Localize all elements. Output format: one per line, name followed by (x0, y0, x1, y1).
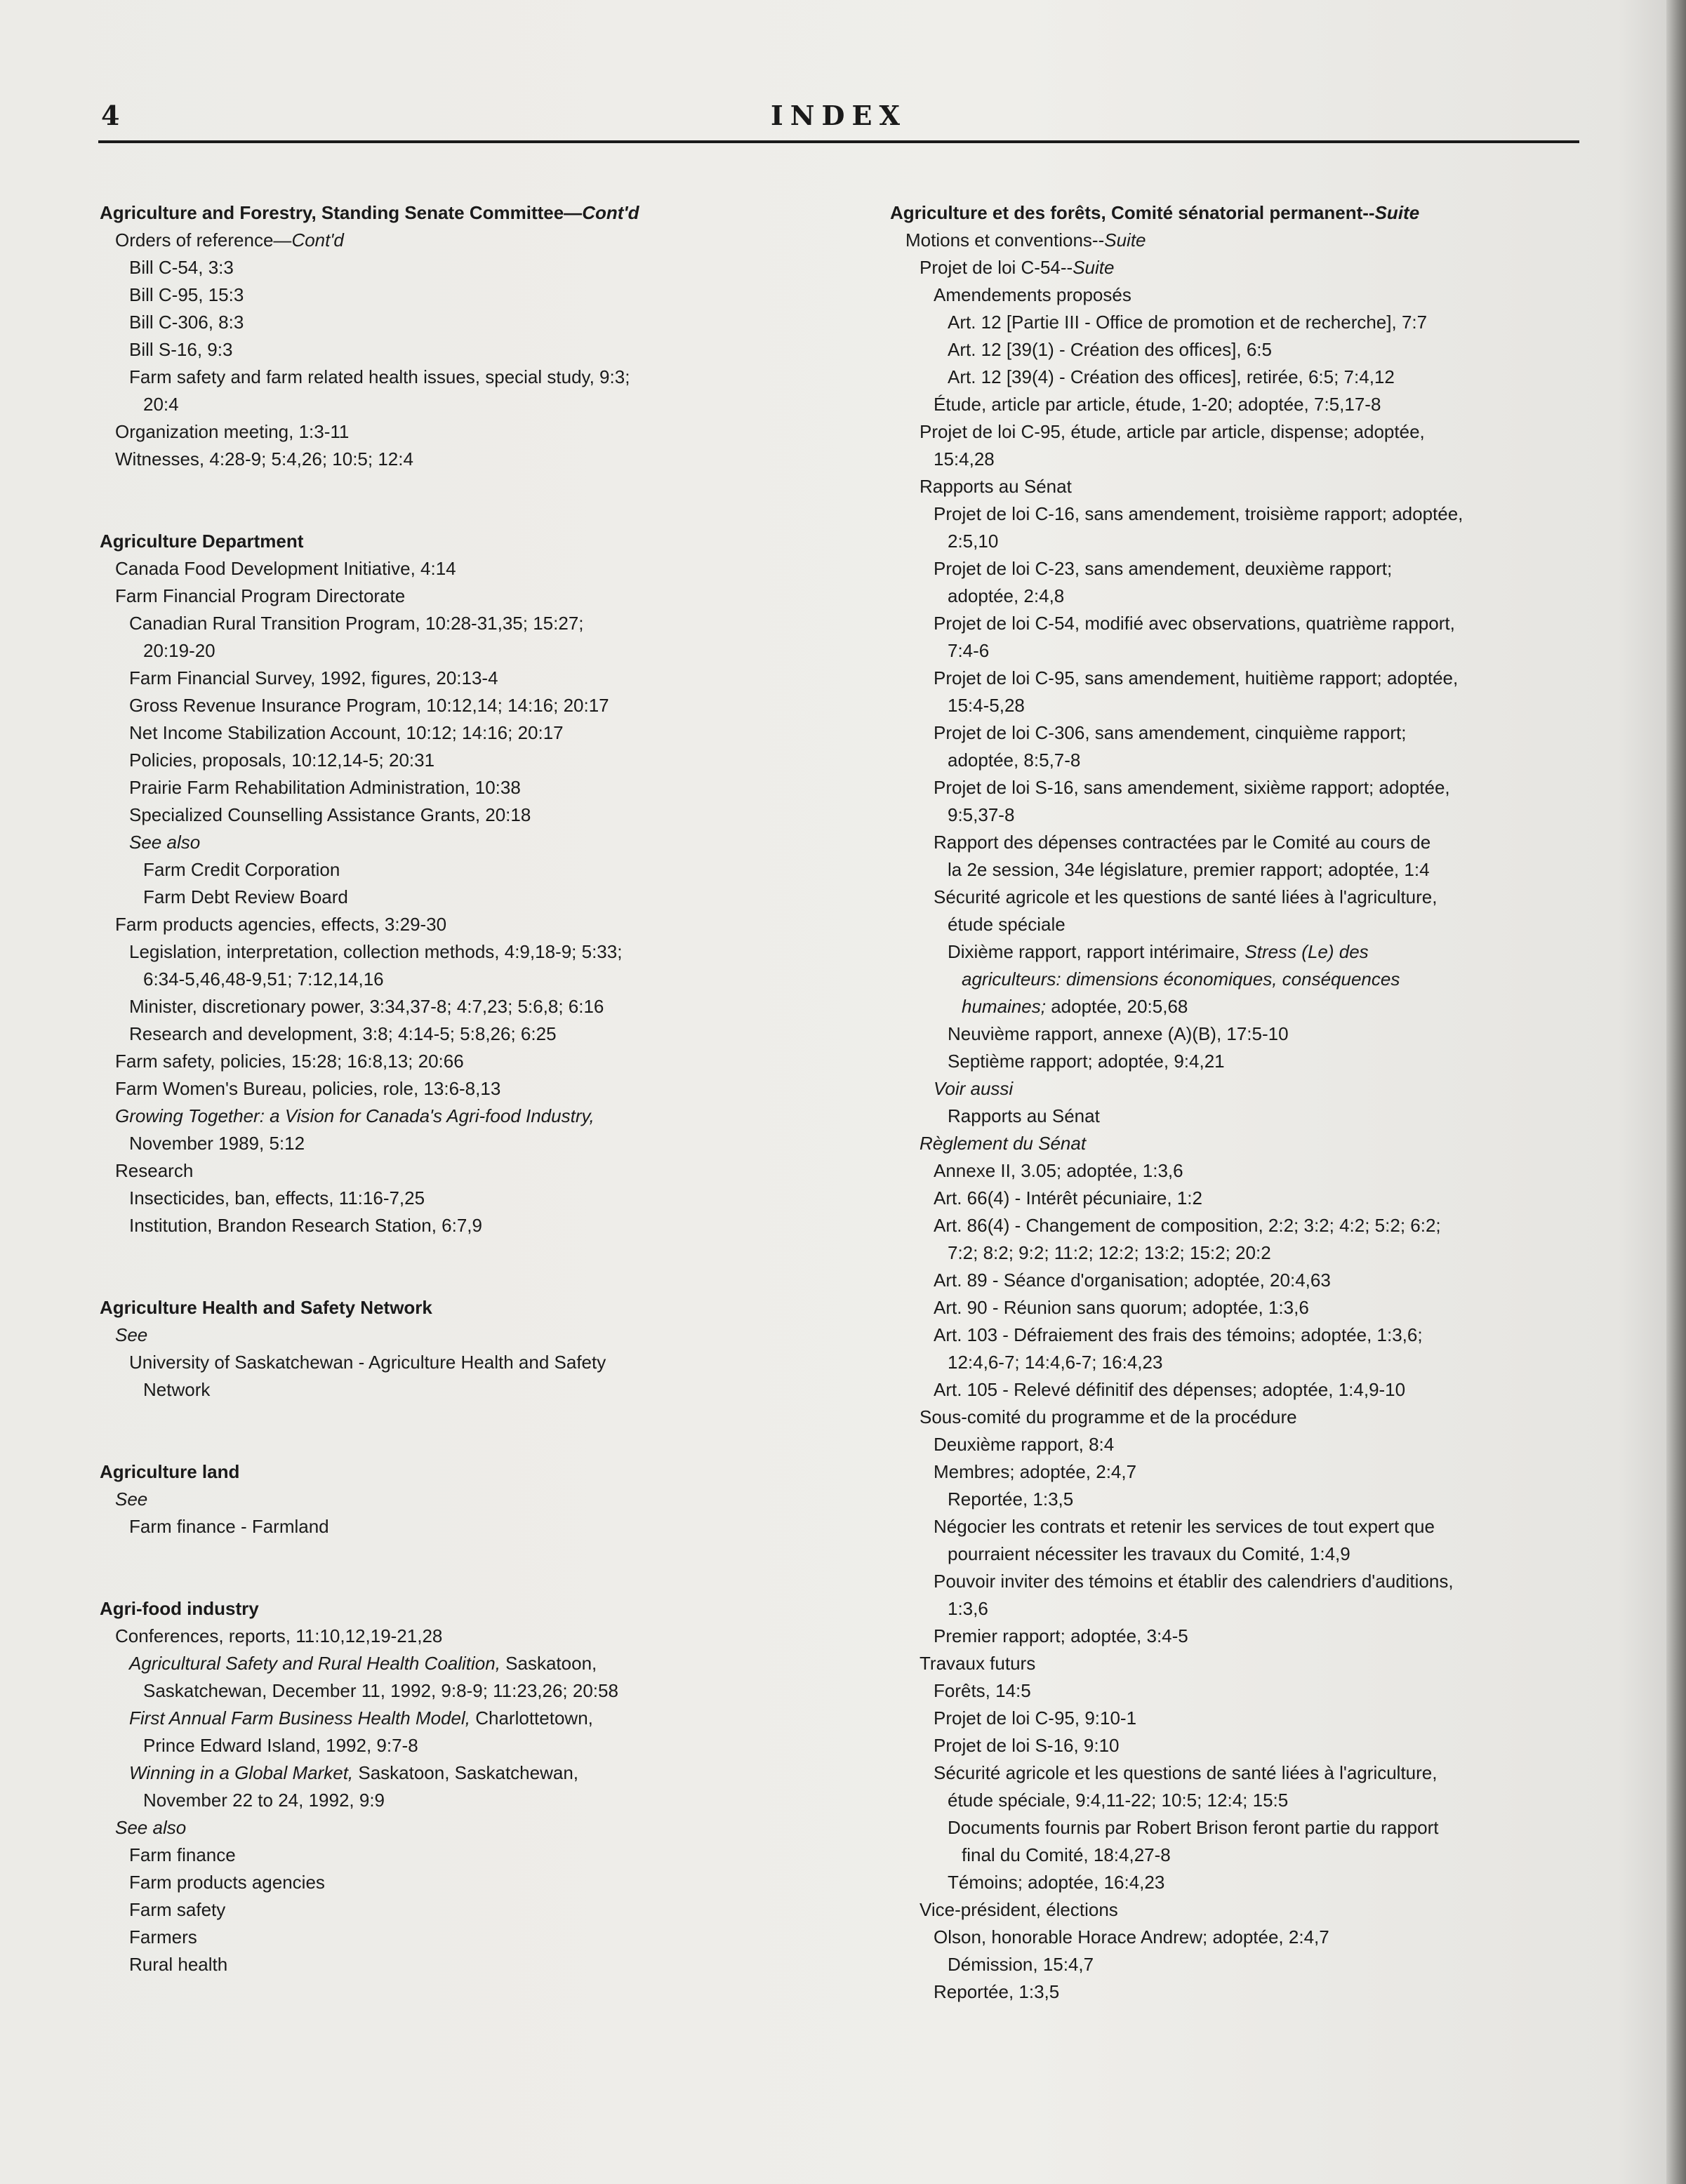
index-text: Conferences, reports, 11:10,12,19-21,28 (115, 1625, 443, 1646)
index-line (890, 528, 1620, 555)
index-text: Art. 86(4) - Changement de composition, 2:2; 3:2; 4:2; 5:2; 6:2; (934, 1215, 1441, 1236)
index-line (890, 1048, 1620, 1075)
index-text: la 2e session, 34e législature, premier rapport; adoptée, 1:4 (948, 859, 1430, 880)
index-line (100, 1787, 809, 1814)
index-line (100, 1486, 809, 1513)
index-line (890, 856, 1620, 884)
index-text: Rapports au Sénat (920, 476, 1072, 497)
index-text: Art. 12 [Partie III - Office de promotion et de recherche], 7:7 (948, 312, 1428, 333)
index-text: Agriculture et des forêts, Comité sénatorial permanent-- (890, 202, 1375, 223)
index-text: Projet de loi S-16, 9:10 (934, 1735, 1120, 1756)
index-text: Projet de loi C-54-- (920, 257, 1073, 278)
index-italic-text: Stress (Le) des (1244, 941, 1369, 962)
index-line (890, 1896, 1620, 1924)
index-italic-text: Growing Together: a Vision for Canada's Agri-food Industry, (115, 1105, 595, 1126)
index-line (890, 1842, 1620, 1869)
index-line (890, 719, 1620, 747)
index-text: Septième rapport; adoptée, 9:4,21 (948, 1051, 1225, 1072)
index-text: Bill C-54, 3:3 (129, 257, 234, 278)
index-line (890, 911, 1620, 938)
index-text: Farm products agencies, effects, 3:29-30 (115, 914, 447, 935)
index-text: Insecticides, ban, effects, 11:16-7,25 (129, 1187, 425, 1208)
index-italic-text: Règlement du Sénat (920, 1133, 1087, 1154)
index-text: Projet de loi S-16, sans amendement, sixième rapport; adoptée, (934, 777, 1450, 798)
index-heading (100, 1595, 809, 1623)
index-line (100, 747, 809, 774)
index-text: Net Income Stabilization Account, 10:12; 14:16; 20:17 (129, 722, 564, 743)
index-line (890, 1103, 1620, 1130)
index-line (100, 1814, 809, 1842)
index-entry (100, 1294, 809, 1404)
index-text: Reportée, 1:3,5 (948, 1489, 1074, 1510)
index-text: Art. 89 - Séance d'organisation; adoptée, 20:4,63 (934, 1270, 1331, 1291)
index-line (890, 747, 1620, 774)
index-text: Farm finance - Farmland (129, 1516, 329, 1537)
index-line (100, 254, 809, 281)
index-line (890, 993, 1620, 1020)
index-line (890, 1321, 1620, 1349)
index-italic-text: Agricultural Safety and Rural Health Coalition, (129, 1653, 500, 1674)
index-line (890, 1951, 1620, 1978)
index-text: Rapport des dépenses contractées par le Comité au cours de (934, 832, 1431, 853)
index-text-suffix: Charlottetown, (470, 1707, 593, 1729)
index-italic-text: Winning in a Global Market, (129, 1762, 354, 1783)
index-text: Motions et conventions-- (905, 229, 1105, 251)
index-entry (100, 1595, 809, 1978)
index-text: étude spéciale, 9:4,11-22; 10:5; 12:4; 15:5 (948, 1790, 1289, 1811)
index-italic-text: See (115, 1489, 148, 1510)
index-text: Prairie Farm Rehabilitation Administration, 10:38 (129, 777, 521, 798)
index-text: 12:4,6-7; 14:4,6-7; 16:4,23 (948, 1352, 1163, 1373)
index-italic-text: Cont'd (291, 229, 344, 251)
index-line (890, 774, 1620, 801)
index-italic-text: Cont'd (582, 202, 639, 223)
index-text: Farm Credit Corporation (143, 859, 340, 880)
index-line (890, 1075, 1620, 1103)
index-line (890, 1924, 1620, 1951)
index-line (100, 582, 809, 610)
index-line (100, 637, 809, 665)
index-line (100, 1732, 809, 1759)
index-text: final du Comité, 18:4,27-8 (962, 1844, 1171, 1865)
index-text: Canada Food Development Initiative, 4:14 (115, 558, 456, 579)
index-line (100, 1130, 809, 1157)
index-line (890, 364, 1620, 391)
index-line (890, 1267, 1620, 1294)
index-text: 6:34-5,46,48-9,51; 7:12,14,16 (143, 968, 384, 990)
index-text: Network (143, 1379, 211, 1400)
index-line (890, 336, 1620, 364)
index-line (890, 309, 1620, 336)
index-line (100, 1705, 809, 1732)
index-line (890, 1486, 1620, 1513)
index-text: Pouvoir inviter des témoins et établir des calendriers d'auditions, (934, 1571, 1454, 1592)
index-italic-text: humaines; (962, 996, 1046, 1017)
index-line (100, 1212, 809, 1239)
index-line (890, 1623, 1620, 1650)
index-text: 15:4,28 (934, 448, 995, 470)
index-text: Sécurité agricole et les questions de santé liées à l'agriculture, (934, 1762, 1438, 1783)
page-header (98, 97, 1579, 139)
index-text: adoptée, 8:5,7-8 (948, 750, 1081, 771)
index-text: Projet de loi C-306, sans amendement, cinquième rapport; (934, 722, 1407, 743)
index-text: Art. 12 [39(1) - Création des offices], 6:5 (948, 339, 1272, 360)
index-line (100, 1103, 809, 1130)
index-line (100, 1896, 809, 1924)
index-text: 7:2; 8:2; 9:2; 11:2; 12:2; 13:2; 15:2; 20:2 (948, 1242, 1271, 1263)
index-line (890, 637, 1620, 665)
index-line (100, 1924, 809, 1951)
index-text: Bill C-306, 8:3 (129, 312, 244, 333)
index-text: Art. 12 [39(4) - Création des offices], retirée, 6:5; 7:4,12 (948, 366, 1395, 387)
index-line (890, 1705, 1620, 1732)
index-line (890, 938, 1620, 966)
index-text: Gross Revenue Insurance Program, 10:12,14; 14:16; 20:17 (129, 695, 609, 716)
index-heading (100, 199, 809, 227)
index-line (100, 281, 809, 309)
index-text: Documents fournis par Robert Brison feront partie du rapport (948, 1817, 1439, 1838)
index-text: Premier rapport; adoptée, 3:4-5 (934, 1625, 1188, 1646)
index-italic-text: See also (115, 1817, 187, 1838)
index-text: Négocier les contrats et retenir les services de tout expert que (934, 1516, 1435, 1537)
index-text: Farm safety (129, 1899, 226, 1920)
index-text: 20:4 (143, 394, 179, 415)
index-line (890, 1595, 1620, 1623)
index-text: Prince Edward Island, 1992, 9:7-8 (143, 1735, 418, 1756)
index-text: Bill S-16, 9:3 (129, 339, 233, 360)
index-text: 1:3,6 (948, 1598, 988, 1619)
index-line (890, 1349, 1620, 1376)
index-text: Witnesses, 4:28-9; 5:4,26; 10:5; 12:4 (115, 448, 413, 470)
index-line (890, 610, 1620, 637)
index-text: Étude, article par article, étude, 1-20; adoptée, 7:5,17-8 (934, 394, 1381, 415)
index-line (890, 1130, 1620, 1157)
index-text: Farm Financial Program Directorate (115, 585, 406, 606)
index-text: Démission, 15:4,7 (948, 1954, 1094, 1975)
index-line (890, 1650, 1620, 1677)
index-text: Legislation, interpretation, collection methods, 4:9,18-9; 5:33; (129, 941, 623, 962)
index-text: Projet de loi C-95, 9:10-1 (934, 1707, 1137, 1729)
index-text: November 1989, 5:12 (129, 1133, 305, 1154)
index-text: adoptée, 2:4,8 (948, 585, 1065, 606)
index-text: Rural health (129, 1954, 228, 1975)
index-line (890, 1376, 1620, 1404)
index-text: Deuxième rapport, 8:4 (934, 1434, 1115, 1455)
index-text: Projet de loi C-54, modifié avec observations, quatrième rapport, (934, 613, 1455, 634)
index-line (890, 1568, 1620, 1595)
index-text: Saskatchewan, December 11, 1992, 9:8-9; 11:23,26; 20:58 (143, 1680, 618, 1701)
index-line (100, 418, 809, 446)
index-text: Travaux futurs (920, 1653, 1036, 1674)
index-text: Sécurité agricole et les questions de santé liées à l'agriculture, (934, 886, 1438, 907)
index-column-left (100, 199, 809, 2033)
index-line (100, 1157, 809, 1185)
index-text: Organization meeting, 1:3-11 (115, 421, 350, 442)
index-text: Projet de loi C-95, étude, article par article, dispense; adoptée, (920, 421, 1425, 442)
index-text: Art. 103 - Défraiement des frais des témoins; adoptée, 1:3,6; (934, 1324, 1423, 1345)
index-line (100, 692, 809, 719)
index-text-suffix: adoptée, 20:5,68 (1045, 996, 1188, 1017)
index-line (100, 227, 809, 254)
index-text: Dixième rapport, rapport intérimaire, (948, 941, 1245, 962)
index-text: Policies, proposals, 10:12,14-5; 20:31 (129, 750, 435, 771)
index-text: Projet de loi C-16, sans amendement, troisième rapport; adoptée, (934, 503, 1463, 524)
index-text: Agri-food industry (100, 1598, 259, 1619)
header-rule (98, 140, 1579, 143)
index-line (100, 391, 809, 418)
index-text: Minister, discretionary power, 3:34,37-8; 4:7,23; 5:6,8; 6:16 (129, 996, 604, 1017)
index-line (100, 364, 809, 391)
index-line (890, 1185, 1620, 1212)
index-text: Art. 90 - Réunion sans quorum; adoptée, 1:3,6 (934, 1297, 1309, 1318)
index-line (100, 446, 809, 473)
index-text: Institution, Brandon Research Station, 6:7,9 (129, 1215, 482, 1236)
index-heading (100, 528, 809, 555)
index-text: Agriculture and Forestry, Standing Senate Committee— (100, 202, 583, 223)
index-line (100, 911, 809, 938)
index-line (890, 582, 1620, 610)
index-text: Neuvième rapport, annexe (A)(B), 17:5-10 (948, 1023, 1289, 1044)
index-line (890, 391, 1620, 418)
index-text: Témoins; adoptée, 16:4,23 (948, 1872, 1165, 1893)
index-line (890, 473, 1620, 500)
index-text: étude spéciale (948, 914, 1066, 935)
index-italic-text: agriculteurs: dimensions économiques, conséquences (962, 968, 1400, 990)
index-line (890, 884, 1620, 911)
index-line (100, 1650, 809, 1677)
index-line (100, 555, 809, 582)
index-text: Annexe II, 3.05; adoptée, 1:3,6 (934, 1160, 1183, 1181)
index-line (890, 555, 1620, 582)
index-line (100, 1020, 809, 1048)
index-line (890, 1020, 1620, 1048)
index-italic-text: Suite (1073, 257, 1115, 278)
index-line (100, 1048, 809, 1075)
index-column-right (890, 199, 1620, 2060)
index-line (100, 856, 809, 884)
index-heading (890, 199, 1620, 227)
page-binding-edge (1666, 0, 1686, 2184)
index-text: Farm Financial Survey, 1992, figures, 20:13-4 (129, 667, 498, 688)
index-text: Specialized Counselling Assistance Grants, 20:18 (129, 804, 531, 825)
index-line (890, 665, 1620, 692)
index-line (100, 336, 809, 364)
index-line (100, 966, 809, 993)
index-line (890, 1157, 1620, 1185)
index-text: 15:4-5,28 (948, 695, 1025, 716)
index-text: Research (115, 1160, 194, 1181)
index-text: Agriculture Health and Safety Network (100, 1297, 432, 1318)
index-text: 7:4-6 (948, 640, 990, 661)
index-line (890, 1294, 1620, 1321)
index-italic-text: See (115, 1324, 148, 1345)
index-line (100, 829, 809, 856)
index-line (100, 1677, 809, 1705)
index-text: 9:5,37-8 (948, 804, 1015, 825)
index-line (100, 774, 809, 801)
index-line (890, 1540, 1620, 1568)
index-heading (100, 1294, 809, 1321)
index-line (890, 227, 1620, 254)
index-text: Canadian Rural Transition Program, 10:28-31,35; 15:27; (129, 613, 584, 634)
index-line (100, 801, 809, 829)
index-line (890, 1732, 1620, 1759)
index-entry (100, 199, 809, 473)
index-text: Projet de loi C-95, sans amendement, huitième rapport; adoptée, (934, 667, 1459, 688)
index-line (100, 1623, 809, 1650)
index-entry (890, 199, 1620, 2006)
index-line (890, 254, 1620, 281)
index-line (890, 1869, 1620, 1896)
page-number: 4 (101, 100, 120, 131)
index-text: Art. 105 - Relevé définitif des dépenses; adoptée, 1:4,9-10 (934, 1379, 1406, 1400)
index-line (100, 1759, 809, 1787)
index-text: Sous-comité du programme et de la procédure (920, 1406, 1297, 1427)
index-line (100, 993, 809, 1020)
index-line (890, 1239, 1620, 1267)
index-text: Art. 66(4) - Intérêt pécuniaire, 1:2 (934, 1187, 1202, 1208)
index-line (890, 801, 1620, 829)
index-text: Vice-président, élections (920, 1899, 1118, 1920)
index-line (890, 1431, 1620, 1458)
index-line (100, 1842, 809, 1869)
index-text: 20:19-20 (143, 640, 215, 661)
index-text: Membres; adoptée, 2:4,7 (934, 1461, 1137, 1482)
index-text: Farmers (129, 1926, 197, 1947)
index-italic-text: Suite (1374, 202, 1420, 223)
index-line (890, 446, 1620, 473)
index-line (890, 692, 1620, 719)
index-line (100, 719, 809, 747)
index-text: Rapports au Sénat (948, 1105, 1100, 1126)
index-text: Farm products agencies (129, 1872, 325, 1893)
index-text: Amendements proposés (934, 284, 1131, 305)
index-line (890, 281, 1620, 309)
index-text: Farm finance (129, 1844, 236, 1865)
index-line (100, 309, 809, 336)
index-line (100, 1869, 809, 1896)
index-line (100, 1951, 809, 1978)
index-line (890, 1787, 1620, 1814)
index-line (890, 1677, 1620, 1705)
index-text-suffix: Saskatoon, Saskatchewan, (353, 1762, 579, 1783)
index-text: Olson, honorable Horace Andrew; adoptée, 2:4,7 (934, 1926, 1329, 1947)
index-text: Agriculture land (100, 1461, 240, 1482)
index-line (100, 1075, 809, 1103)
index-italic-text: Voir aussi (934, 1078, 1014, 1099)
index-text: pourraient nécessiter les travaux du Comité, 1:4,9 (948, 1543, 1350, 1564)
index-italic-text: Suite (1104, 229, 1146, 251)
index-text: Farm Debt Review Board (143, 886, 348, 907)
index-text: Reportée, 1:3,5 (934, 1981, 1060, 2002)
index-line (890, 1458, 1620, 1486)
index-text: November 22 to 24, 1992, 9:9 (143, 1790, 385, 1811)
index-text: Orders of reference— (115, 229, 292, 251)
index-line (100, 610, 809, 637)
index-line (100, 1321, 809, 1349)
index-italic-text: See also (129, 832, 201, 853)
index-line (890, 829, 1620, 856)
index-line (890, 1513, 1620, 1540)
index-italic-text: First Annual Farm Business Health Model, (129, 1707, 471, 1729)
index-line (100, 1513, 809, 1540)
index-text: Bill C-95, 15:3 (129, 284, 244, 305)
index-entry (100, 528, 809, 1239)
page-title: INDEX (771, 100, 907, 131)
index-line (890, 418, 1620, 446)
index-text: Projet de loi C-23, sans amendement, deuxième rapport; (934, 558, 1393, 579)
index-line (890, 1978, 1620, 2006)
index-line (100, 1376, 809, 1404)
index-text: 2:5,10 (948, 531, 999, 552)
index-line (890, 500, 1620, 528)
index-heading (100, 1458, 809, 1486)
index-text: Farm safety, policies, 15:28; 16:8,13; 20:66 (115, 1051, 464, 1072)
index-text: University of Saskatchewan - Agriculture Health and Safety (129, 1352, 606, 1373)
index-entry (100, 1458, 809, 1540)
index-line (100, 1185, 809, 1212)
index-line (100, 938, 809, 966)
index-text: Research and development, 3:8; 4:14-5; 5:8,26; 6:25 (129, 1023, 557, 1044)
index-text: Farm safety and farm related health issues, special study, 9:3; (129, 366, 630, 387)
index-line (100, 1349, 809, 1376)
index-text-suffix: Saskatoon, (500, 1653, 597, 1674)
index-line (100, 884, 809, 911)
index-line (100, 665, 809, 692)
index-line (890, 1404, 1620, 1431)
index-line (890, 1759, 1620, 1787)
index-text: Agriculture Department (100, 531, 304, 552)
index-line (890, 1814, 1620, 1842)
index-line (890, 1212, 1620, 1239)
index-text: Farm Women's Bureau, policies, role, 13:6-8,13 (115, 1078, 501, 1099)
index-text: Forêts, 14:5 (934, 1680, 1031, 1701)
index-line (890, 966, 1620, 993)
